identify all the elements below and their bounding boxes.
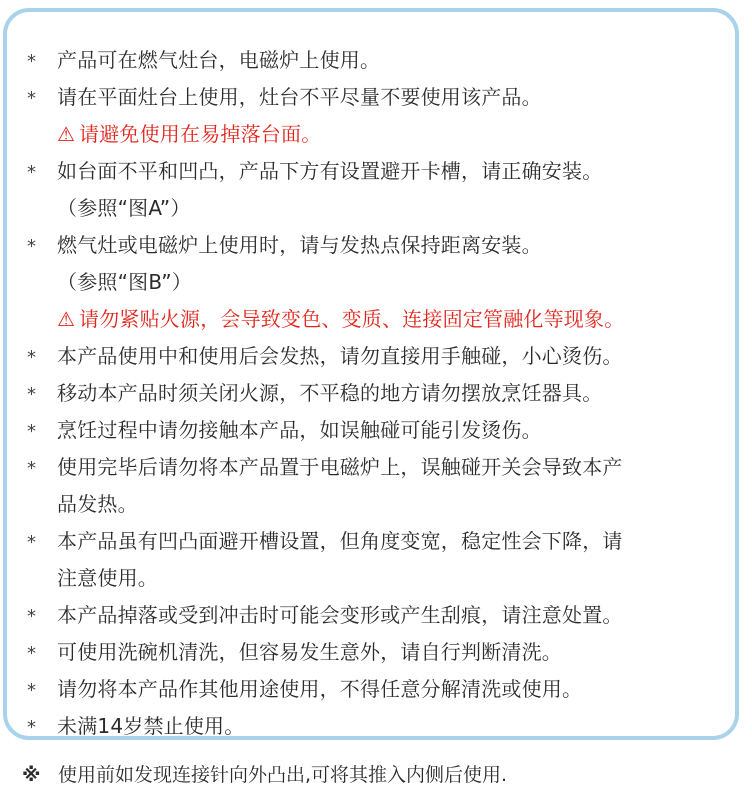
bullet-asterisk: *	[27, 643, 37, 664]
notice-line	[27, 42, 743, 79]
notice-text: 移动本产品时须关闭火源，不平稳的地方请勿摆放烹饪器具。	[57, 381, 603, 405]
notice-text: 如台面不平和凹凸，产品下方有设置避开卡槽，请正确安装。	[57, 159, 603, 183]
notice-line	[27, 375, 743, 412]
notice-line	[27, 671, 743, 708]
notice-text: 请勿将本产品作其他用途使用，不得任意分解清洗或使用。	[57, 677, 583, 701]
bullet-asterisk: *	[27, 458, 37, 479]
reference-mark-icon: ※	[22, 764, 41, 786]
reference-figure-b: （参照“图B”）	[57, 270, 192, 294]
bullet-asterisk: *	[27, 88, 37, 109]
notice-text: 烹饪过程中请勿接触本产品，如误触碰可能引发烫伤。	[57, 418, 542, 442]
notice-line	[27, 153, 743, 190]
notice-line	[27, 227, 743, 264]
bullet-asterisk: *	[27, 384, 37, 405]
notice-text: 燃气灶或电磁炉上使用时，请与发热点保持距离安装。	[57, 233, 542, 257]
notice-line	[27, 708, 743, 745]
warning-line	[27, 301, 743, 338]
reference-figure-a: （参照“图A”）	[57, 196, 191, 220]
notice-line	[27, 523, 743, 560]
notice-text: 请在平面灶台上使用，灶台不平尽量不要使用该产品。	[57, 85, 542, 109]
bullet-asterisk: *	[27, 162, 37, 183]
notice-text: 未满14岁禁止使用。	[57, 714, 245, 738]
notice-text: 产品可在燃气灶台，电磁炉上使用。	[57, 48, 381, 72]
bullet-asterisk: *	[27, 236, 37, 257]
notice-text: 注意使用。	[57, 566, 158, 590]
warning-line	[27, 116, 743, 153]
notice-text: 本产品虽有凹凸面避开槽设置，但角度变宽，稳定性会下降，请	[57, 529, 623, 553]
notice-text: 使用完毕后请勿将本产品置于电磁炉上，误触碰开关会导致本产	[57, 455, 623, 479]
bullet-asterisk: *	[27, 680, 37, 701]
notice-list	[27, 42, 743, 745]
notice-line	[27, 79, 743, 116]
warning-triangle-icon: ⚠	[57, 307, 76, 331]
notice-line	[27, 338, 743, 375]
warning-triangle-icon: ⚠	[57, 122, 76, 146]
notice-continuation	[27, 264, 743, 301]
bullet-asterisk: *	[27, 51, 37, 72]
notice-text: 本产品使用中和使用后会发热，请勿直接用手触碰，小心烫伤。	[57, 344, 623, 368]
footer-text: 使用前如发现连接针向外凸出,可将其推入内侧后使用.	[58, 764, 508, 786]
bullet-asterisk: *	[27, 421, 37, 442]
warning-text: 请避免使用在易掉落台面。	[79, 122, 322, 146]
notice-continuation	[27, 560, 743, 597]
footer-note	[22, 760, 507, 790]
notice-text: 本产品掉落或受到冲击时可能会变形或产生刮痕，请注意处置。	[57, 603, 623, 627]
notice-text: 可使用洗碗机清洗，但容易发生意外，请自行判断清洗。	[57, 640, 562, 664]
notice-line	[27, 597, 743, 634]
bullet-asterisk: *	[27, 717, 37, 738]
bullet-asterisk: *	[27, 347, 37, 368]
warning-text: 请勿紧贴火源，会导致变色、变质、连接固定管融化等现象。	[79, 307, 625, 331]
notice-continuation	[27, 190, 743, 227]
bullet-asterisk: *	[27, 532, 37, 553]
bullet-asterisk: *	[27, 606, 37, 627]
notice-box	[3, 8, 739, 740]
notice-text: 品发热。	[57, 492, 138, 516]
notice-line	[27, 449, 743, 486]
notice-line	[27, 634, 743, 671]
notice-line	[27, 412, 743, 449]
notice-continuation	[27, 486, 743, 523]
